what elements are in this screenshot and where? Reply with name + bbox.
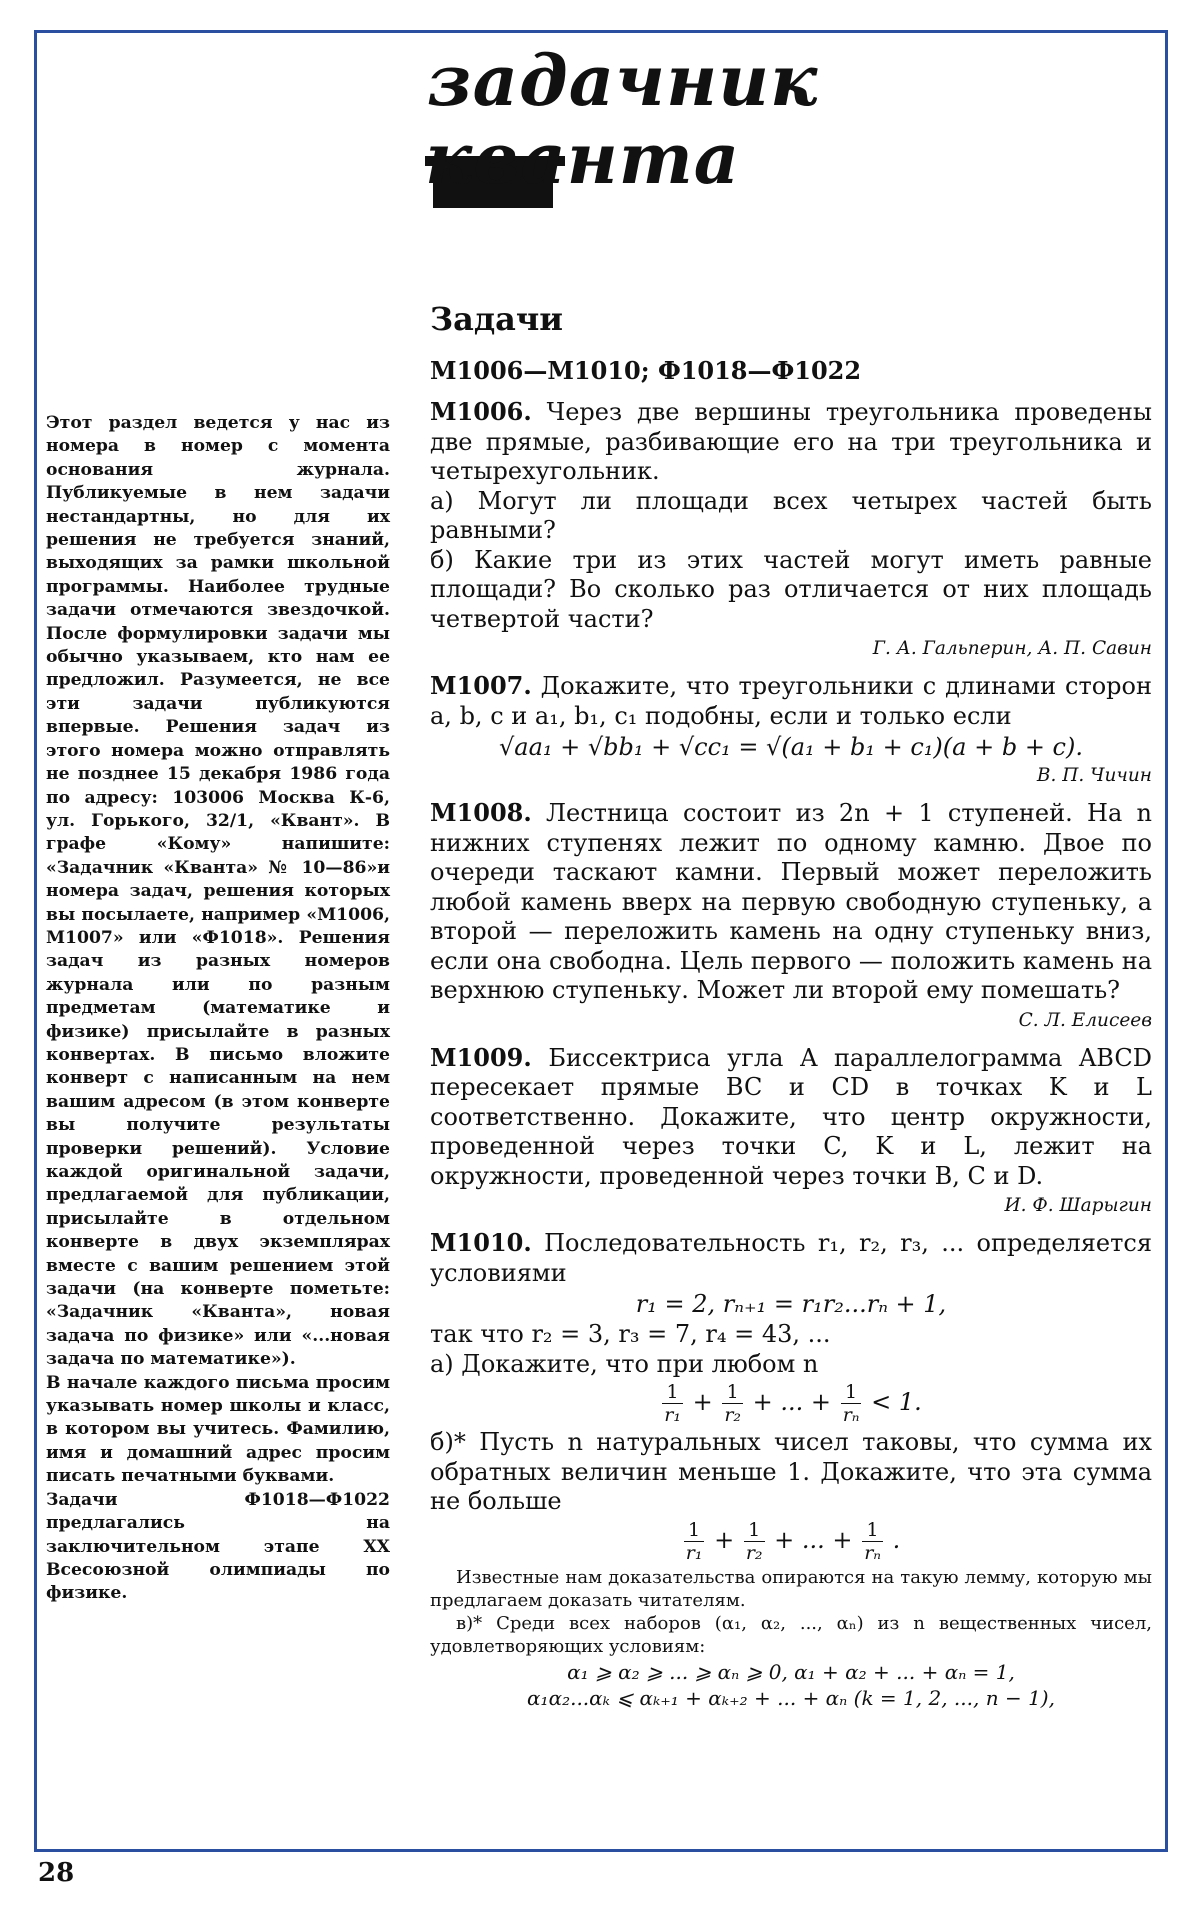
- problem-m1006: [430, 397, 1152, 487]
- problem-m1007: [430, 671, 1152, 731]
- fraction: $\frac{1}{\text{rₙ}}$: [842, 1381, 860, 1427]
- problem-number: М1010.: [430, 1228, 532, 1258]
- problem-author: Г. А. Гальперин, А. П. Савин: [872, 638, 1152, 660]
- problem-author: В. П. Чичин: [1036, 765, 1152, 787]
- problem-text: Докажите, что треугольники с длинами сторон a, b, c и a₁, b₁, c₁ подобны, если и только если: [430, 672, 1152, 730]
- problem-number: М1007.: [430, 671, 532, 701]
- sidebar-intro: [46, 412, 390, 1606]
- problem-number: М1009.: [430, 1042, 532, 1072]
- fraction: $\frac{1}{\text{r₁}}$: [664, 1381, 681, 1427]
- sidebar-paragraph: Этот раздел ведется у нас из номера в номер с момента основания журнала. Публикуемые в нем задачи нестандартны, но для их решения не требуется знаний, выходящих за рамки школьной программы. Наиболее трудные задачи отмечаются звездочкой. После формулировки задачи мы обычно указываем, кто нам ее предложил. Разумеется, не все эти задачи публикуются впервые. Решения задач из этого номера можно отправлять не позднее 15 декабря 1986 года по адресу: 103006 Москва К-6, ул. Горького, 32/1, «Квант». В графе «Кому» напишите: «Задачник «Кванта» № 10—86»и номера задач, решения которых вы посылаете, например «М1006, М1007» или «Ф1018». Решения задач из разных номеров журнала или по разным предметам (математике и физике) присылайте в разных конвертах. В письмо вложите конверт с написанным на нем вашим адресом (в этом конверте вы получите результаты проверки решений). Условие каждой оригинальной задачи, предлагаемой для публикации, присылайте в отдельном конверте в двух экземплярах вместе с вашим решением этой задачи (на конверте пометьте: «Задачник «Кванта», новая задача по физике» или «...новая задача по математике»).: [46, 413, 390, 1370]
- formula: √aa₁ + √bb₁ + √cc₁ = √(a₁ + b₁ + c₁)(a + b + c).: [498, 733, 1083, 762]
- fraction-sum: $\frac{1}{\text{r₁}}$ + $\frac{1}{\text{r₂}}$ + ... + $\frac{1}{\text{rₙ}}$ .: [685, 1518, 901, 1564]
- problem-part-b: б)* Пусть n натуральных чисел таковы, что сумма их обратных величин меньше 1. Докажите, что эта сумма не больше: [430, 1428, 1152, 1516]
- fraction: $\frac{1}{\text{r₂}}$: [724, 1381, 742, 1427]
- sidebar-paragraph: Задачи Ф1018—Ф1022 предлагались на заключительном этапе XX Всесоюзной олимпиады по физике.: [46, 1489, 390, 1604]
- problem-m1010: [430, 1228, 1152, 1288]
- page-number: 28: [38, 1858, 75, 1888]
- page-title: Задачи: [430, 300, 564, 338]
- lemma-statement: в)* Среди всех наборов (α₁, α₂, ..., αₙ) из n вещественных чисел, удовлетворяющих условиям:: [430, 1612, 1152, 1657]
- condition-line: α₁ ⩾ α₂ ⩾ ... ⩾ αₙ ⩾ 0, α₁ + α₂ + ... + αₙ = 1,: [567, 1659, 1015, 1684]
- problem-m1009: [430, 1043, 1152, 1192]
- problem-author: С. Л. Елисеев: [1018, 1009, 1152, 1031]
- condition-line: α₁α₂...αₖ ⩽ αₖ₊₁ + αₖ₊₂ + ... + αₙ (k = 1, 2, ..., n − 1),: [527, 1685, 1055, 1710]
- sidebar-paragraph: В начале каждого письма просим указывать номер школы и класс, в котором вы учитесь. Фамилию, имя и домашний адрес просим писать печатными буквами.: [46, 1372, 390, 1487]
- fraction-sum-inequality: $\frac{1}{\text{r₁}}$ + $\frac{1}{\text{r₂}}$ + ... + $\frac{1}{\text{rₙ}}$ < 1.: [664, 1381, 922, 1427]
- problem-m1008: [430, 798, 1152, 1006]
- problems-column: [430, 300, 1152, 1712]
- problem-text: так что r₂ = 3, r₃ = 7, r₄ = 43, ...: [430, 1320, 831, 1349]
- fraction: $\frac{1}{\text{rₙ}}$: [864, 1518, 881, 1564]
- problem-text: Последовательность r₁, r₂, r₃, ... определяется условиями: [430, 1229, 1152, 1287]
- problem-part-a: а) Докажите, что при любом n: [430, 1349, 819, 1378]
- problem-text: Через две вершины треугольника проведены две прямые, разбивающие его на три треугольника и четырехугольник.: [430, 398, 1152, 486]
- fraction: $\frac{1}{\text{r₁}}$: [685, 1518, 703, 1564]
- problem-part-a: а) Могут ли площади всех четырех частей быть равными?: [430, 486, 1152, 545]
- fraction: $\frac{1}{\text{r₂}}$: [745, 1518, 763, 1564]
- problem-text: Лестница состоит из 2n + 1 ступеней. На n нижних ступенях лежит по одному камню. Двое по очереди таскают камни. Первый может переложить любой камень вверх на первую свободную ступеньку, а второй — переложить камень на одну ступеньку вниз, если она свободна. Цель первого — положить камень на верхнюю ступеньку. Может ли второй ему помешать?: [430, 799, 1152, 1005]
- problem-text: Биссектриса угла A параллелограмма ABCD пересекает прямые BC и CD в точках K и L соответственно. Докажите, что центр окружности, проведенной через точки C, K и L, лежит на окружности, проведенной через точки B, C и D.: [430, 1043, 1152, 1190]
- logo-line1: задачник: [427, 39, 819, 122]
- problem-author: И. Ф. Шарыгин: [1004, 1195, 1152, 1217]
- problem-number: М1008.: [430, 798, 532, 828]
- problem-part-b: б) Какие три из этих частей могут иметь равные площади? Во сколько раз отличается от них площадь четвертой части?: [430, 545, 1152, 633]
- section-logo: [425, 38, 819, 218]
- problem-number: М1006.: [430, 397, 532, 427]
- logo-line2: кванта: [425, 117, 741, 200]
- lemma-note: Известные нам доказательства опираются на такую лемму, которую мы предлагаем доказать читателям.: [430, 1566, 1152, 1611]
- formula: r₁ = 2, rₙ₊₁ = r₁r₂...rₙ + 1,: [635, 1290, 947, 1319]
- problems-range: М1006—М1010; Ф1018—Ф1022: [430, 356, 862, 386]
